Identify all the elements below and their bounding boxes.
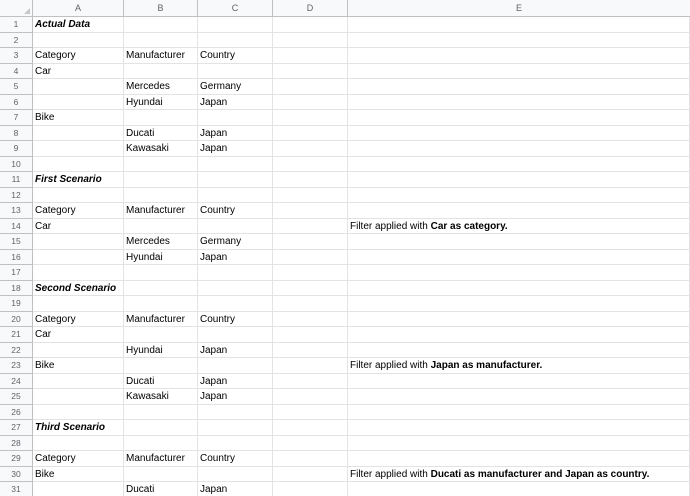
column-header-d[interactable]: D bbox=[273, 0, 348, 17]
cell-c[interactable] bbox=[198, 296, 273, 312]
cell-b[interactable] bbox=[124, 467, 198, 483]
table-row bbox=[0, 482, 690, 496]
row-header[interactable]: 5 bbox=[0, 79, 33, 95]
cell-d[interactable] bbox=[273, 312, 348, 328]
cell-d[interactable] bbox=[273, 327, 348, 343]
cell-b[interactable]: Hyundai bbox=[124, 95, 198, 111]
cell-e[interactable] bbox=[348, 64, 690, 80]
cell-a[interactable] bbox=[33, 157, 124, 173]
row-header[interactable]: 1 bbox=[0, 17, 33, 33]
cell-a[interactable]: Category bbox=[33, 451, 124, 467]
cell-a[interactable]: Bike bbox=[33, 110, 124, 126]
table-row bbox=[0, 451, 690, 467]
table-row bbox=[0, 33, 690, 49]
cell-d[interactable] bbox=[273, 64, 348, 80]
cell-b[interactable] bbox=[124, 110, 198, 126]
cell-a[interactable] bbox=[33, 343, 124, 359]
cell-d[interactable] bbox=[273, 265, 348, 281]
cell-c[interactable] bbox=[198, 110, 273, 126]
row-header[interactable]: 30 bbox=[0, 467, 33, 483]
row-header[interactable]: 2 bbox=[0, 33, 33, 49]
cell-e[interactable] bbox=[348, 281, 690, 297]
table-row bbox=[0, 141, 690, 157]
table-row bbox=[0, 79, 690, 95]
table-row bbox=[0, 203, 690, 219]
cell-b[interactable] bbox=[124, 219, 198, 235]
cell-e[interactable] bbox=[348, 312, 690, 328]
cell-a[interactable] bbox=[33, 33, 124, 49]
row-header[interactable]: 8 bbox=[0, 126, 33, 142]
cell-c[interactable]: Japan bbox=[198, 343, 273, 359]
cell-a[interactable]: Third Scenario bbox=[33, 420, 124, 436]
cell-d[interactable] bbox=[273, 281, 348, 297]
cell-c[interactable]: Japan bbox=[198, 250, 273, 266]
table-row bbox=[0, 250, 690, 266]
table-row bbox=[0, 188, 690, 204]
cell-b[interactable] bbox=[124, 420, 198, 436]
cell-b[interactable] bbox=[124, 17, 198, 33]
cell-a[interactable] bbox=[33, 141, 124, 157]
cell-b[interactable] bbox=[124, 157, 198, 173]
cell-b[interactable]: Ducati bbox=[124, 126, 198, 142]
row-header[interactable]: 17 bbox=[0, 265, 33, 281]
row-header[interactable]: 12 bbox=[0, 188, 33, 204]
cell-c[interactable] bbox=[198, 172, 273, 188]
table-row bbox=[0, 110, 690, 126]
cell-c[interactable] bbox=[198, 358, 273, 374]
table-row bbox=[0, 234, 690, 250]
cell-e[interactable] bbox=[348, 33, 690, 49]
table-row bbox=[0, 17, 690, 33]
cell-b[interactable] bbox=[124, 64, 198, 80]
cell-c[interactable]: Country bbox=[198, 312, 273, 328]
cell-a[interactable]: Car bbox=[33, 219, 124, 235]
cell-e[interactable] bbox=[348, 327, 690, 343]
cell-c[interactable] bbox=[198, 157, 273, 173]
row-header[interactable]: 6 bbox=[0, 95, 33, 111]
cell-d[interactable] bbox=[273, 188, 348, 204]
row-header[interactable]: 11 bbox=[0, 172, 33, 188]
cell-b[interactable] bbox=[124, 188, 198, 204]
cell-b[interactable] bbox=[124, 436, 198, 452]
cell-b[interactable]: Mercedes bbox=[124, 79, 198, 95]
cell-d[interactable] bbox=[273, 405, 348, 421]
cell-b[interactable]: Ducati bbox=[124, 374, 198, 390]
cell-c[interactable] bbox=[198, 64, 273, 80]
cell-e[interactable] bbox=[348, 141, 690, 157]
cell-b[interactable]: Manufacturer bbox=[124, 451, 198, 467]
cell-a[interactable]: Bike bbox=[33, 467, 124, 483]
note-bold-text: Car as category. bbox=[430, 220, 508, 232]
cell-e[interactable] bbox=[348, 467, 690, 483]
cell-a[interactable] bbox=[33, 374, 124, 390]
cell-c[interactable] bbox=[198, 327, 273, 343]
table-row bbox=[0, 436, 690, 452]
cell-b[interactable]: Kawasaki bbox=[124, 389, 198, 405]
row-header[interactable]: 20 bbox=[0, 312, 33, 328]
cell-a[interactable]: Category bbox=[33, 203, 124, 219]
cell-d[interactable] bbox=[273, 79, 348, 95]
note-text: Filter applied with bbox=[350, 360, 431, 371]
cell-c[interactable] bbox=[198, 436, 273, 452]
table-row bbox=[0, 265, 690, 281]
row-header[interactable]: 29 bbox=[0, 451, 33, 467]
table-row bbox=[0, 343, 690, 359]
cell-a[interactable]: Second Scenario bbox=[33, 281, 124, 297]
row-header[interactable]: 15 bbox=[0, 234, 33, 250]
cell-a[interactable] bbox=[33, 265, 124, 281]
cell-e[interactable] bbox=[348, 219, 690, 235]
cell-b[interactable] bbox=[124, 281, 198, 297]
cell-d[interactable] bbox=[273, 343, 348, 359]
column-header-c[interactable]: C bbox=[198, 0, 273, 17]
cell-b[interactable] bbox=[124, 33, 198, 49]
row-header[interactable]: 10 bbox=[0, 157, 33, 173]
cell-d[interactable] bbox=[273, 436, 348, 452]
cell-d[interactable] bbox=[273, 420, 348, 436]
table-row bbox=[0, 327, 690, 343]
cell-c[interactable]: Country bbox=[198, 451, 273, 467]
cell-c[interactable]: Japan bbox=[198, 126, 273, 142]
table-row bbox=[0, 64, 690, 80]
cell-a[interactable] bbox=[33, 389, 124, 405]
cell-d[interactable] bbox=[273, 374, 348, 390]
cell-d[interactable] bbox=[273, 234, 348, 250]
cell-b[interactable] bbox=[124, 327, 198, 343]
cell-a[interactable] bbox=[33, 234, 124, 250]
cell-a[interactable] bbox=[33, 405, 124, 421]
cell-b[interactable]: Ducati bbox=[124, 482, 198, 496]
table-row bbox=[0, 296, 690, 312]
table-row bbox=[0, 374, 690, 390]
row-header[interactable]: 7 bbox=[0, 110, 33, 126]
cell-b[interactable]: Hyundai bbox=[124, 250, 198, 266]
column-header-b[interactable]: B bbox=[124, 0, 198, 17]
cell-c[interactable] bbox=[198, 33, 273, 49]
row-header[interactable]: 26 bbox=[0, 405, 33, 421]
table-row bbox=[0, 126, 690, 142]
row-header[interactable]: 25 bbox=[0, 389, 33, 405]
cell-e[interactable] bbox=[348, 110, 690, 126]
row-header[interactable]: 13 bbox=[0, 203, 33, 219]
cell-e[interactable] bbox=[348, 157, 690, 173]
cell-a[interactable]: Category bbox=[33, 48, 124, 64]
cell-e[interactable] bbox=[348, 188, 690, 204]
cell-e[interactable] bbox=[348, 234, 690, 250]
cell-a[interactable] bbox=[33, 126, 124, 142]
cell-d[interactable] bbox=[273, 296, 348, 312]
cell-b[interactable] bbox=[124, 405, 198, 421]
cell-c[interactable]: Country bbox=[198, 48, 273, 64]
cell-c[interactable]: Germany bbox=[198, 234, 273, 250]
cell-d[interactable] bbox=[273, 17, 348, 33]
row-header[interactable]: 18 bbox=[0, 281, 33, 297]
row-header[interactable]: 22 bbox=[0, 343, 33, 359]
cell-e[interactable] bbox=[348, 436, 690, 452]
cell-c[interactable] bbox=[198, 265, 273, 281]
table-row bbox=[0, 157, 690, 173]
cell-d[interactable] bbox=[273, 467, 348, 483]
cell-d[interactable] bbox=[273, 141, 348, 157]
cell-e[interactable] bbox=[348, 389, 690, 405]
cell-d[interactable] bbox=[273, 203, 348, 219]
cell-a[interactable] bbox=[33, 79, 124, 95]
table-row bbox=[0, 467, 690, 483]
table-row bbox=[0, 219, 690, 235]
cell-e[interactable] bbox=[348, 343, 690, 359]
cell-a[interactable] bbox=[33, 296, 124, 312]
cell-a[interactable] bbox=[33, 250, 124, 266]
cell-b[interactable]: Hyundai bbox=[124, 343, 198, 359]
table-row bbox=[0, 48, 690, 64]
cell-c[interactable]: Japan bbox=[198, 482, 273, 496]
cell-e[interactable] bbox=[348, 296, 690, 312]
row-header[interactable]: 14 bbox=[0, 219, 33, 235]
cell-e[interactable] bbox=[348, 374, 690, 390]
table-row bbox=[0, 358, 690, 374]
cell-e[interactable] bbox=[348, 451, 690, 467]
table-row bbox=[0, 420, 690, 436]
cell-e[interactable] bbox=[348, 405, 690, 421]
cell-d[interactable] bbox=[273, 219, 348, 235]
cell-e[interactable] bbox=[348, 95, 690, 111]
cell-c[interactable]: Country bbox=[198, 203, 273, 219]
column-header-e[interactable]: E bbox=[515, 3, 522, 13]
cell-a[interactable] bbox=[33, 95, 124, 111]
cell-c[interactable] bbox=[198, 281, 273, 297]
cell-b[interactable]: Kawasaki bbox=[124, 141, 198, 157]
row-header[interactable]: 23 bbox=[0, 358, 33, 374]
cell-d[interactable] bbox=[273, 451, 348, 467]
cell-d[interactable] bbox=[273, 110, 348, 126]
note-text: Filter applied with bbox=[350, 220, 431, 232]
cell-c[interactable] bbox=[198, 420, 273, 436]
row-header[interactable]: 9 bbox=[0, 141, 33, 157]
row-header[interactable]: 24 bbox=[0, 374, 33, 390]
cell-b[interactable]: Manufacturer bbox=[124, 312, 198, 328]
row-header[interactable]: 19 bbox=[0, 296, 33, 312]
cell-a[interactable]: Category bbox=[33, 312, 124, 328]
cell-b[interactable] bbox=[124, 265, 198, 281]
cell-e[interactable] bbox=[348, 482, 690, 496]
cell-d[interactable] bbox=[273, 172, 348, 188]
cell-c[interactable]: Germany bbox=[198, 79, 273, 95]
row-header[interactable]: 28 bbox=[0, 436, 33, 452]
table-row bbox=[0, 312, 690, 328]
table-row bbox=[0, 389, 690, 405]
cell-a[interactable]: Car bbox=[33, 64, 124, 80]
column-header-a[interactable]: A bbox=[33, 0, 124, 17]
cell-d[interactable] bbox=[273, 126, 348, 142]
cell-d[interactable] bbox=[273, 95, 348, 111]
cell-b[interactable]: Mercedes bbox=[124, 234, 198, 250]
note-bold-text: Japan as manufacturer. bbox=[430, 360, 543, 371]
cell-a[interactable]: Car bbox=[33, 327, 124, 343]
cell-a[interactable]: Actual Data bbox=[33, 17, 124, 33]
cell-e[interactable] bbox=[348, 203, 690, 219]
cell-a[interactable] bbox=[33, 482, 124, 496]
cell-d[interactable] bbox=[273, 250, 348, 266]
table-row bbox=[0, 95, 690, 111]
note-bold-text: Ducati as manufacturer and Japan as country. bbox=[430, 468, 650, 480]
cell-c[interactable] bbox=[198, 467, 273, 483]
cell-e[interactable] bbox=[348, 17, 690, 33]
cell-a[interactable]: First Scenario bbox=[33, 172, 124, 188]
cell-c[interactable]: Japan bbox=[198, 141, 273, 157]
cell-d[interactable] bbox=[273, 482, 348, 496]
cell-d[interactable] bbox=[273, 157, 348, 173]
table-row bbox=[0, 172, 690, 188]
cell-c[interactable] bbox=[198, 17, 273, 33]
cell-c[interactable]: Japan bbox=[198, 374, 273, 390]
cell-d[interactable] bbox=[273, 48, 348, 64]
cell-e[interactable] bbox=[348, 420, 690, 436]
row-header[interactable]: 31 bbox=[0, 482, 33, 496]
column-header-bar bbox=[0, 0, 690, 17]
cell-e[interactable] bbox=[348, 126, 690, 142]
cell-d[interactable] bbox=[273, 358, 348, 374]
cell-e[interactable] bbox=[348, 250, 690, 266]
cell-b[interactable] bbox=[124, 172, 198, 188]
cell-b[interactable] bbox=[124, 296, 198, 312]
cell-c[interactable]: Japan bbox=[198, 95, 273, 111]
table-row bbox=[0, 281, 690, 297]
cell-a[interactable] bbox=[33, 188, 124, 204]
cell-a[interactable]: Bike bbox=[33, 358, 124, 374]
cell-b[interactable]: Manufacturer bbox=[124, 203, 198, 219]
cell-c[interactable] bbox=[198, 188, 273, 204]
cell-c[interactable] bbox=[198, 405, 273, 421]
row-header[interactable]: 16 bbox=[0, 250, 33, 266]
cell-d[interactable] bbox=[273, 389, 348, 405]
cell-e[interactable] bbox=[348, 79, 690, 95]
cell-a[interactable] bbox=[33, 436, 124, 452]
cell-e[interactable] bbox=[348, 358, 690, 374]
row-header[interactable]: 3 bbox=[0, 48, 33, 64]
cell-e[interactable] bbox=[348, 48, 690, 64]
cell-d[interactable] bbox=[273, 33, 348, 49]
row-header[interactable]: 4 bbox=[0, 64, 33, 80]
cell-b[interactable]: Manufacturer bbox=[124, 48, 198, 64]
row-header[interactable]: 27 bbox=[0, 420, 33, 436]
row-header[interactable]: 21 bbox=[0, 327, 33, 343]
cell-c[interactable] bbox=[198, 219, 273, 235]
cell-e[interactable] bbox=[348, 265, 690, 281]
select-all-corner[interactable] bbox=[0, 0, 33, 17]
cell-b[interactable] bbox=[124, 358, 198, 374]
cell-c[interactable]: Japan bbox=[198, 389, 273, 405]
table-row bbox=[0, 405, 690, 421]
cell-e[interactable] bbox=[348, 172, 690, 188]
note-text: Filter applied with bbox=[350, 468, 431, 480]
